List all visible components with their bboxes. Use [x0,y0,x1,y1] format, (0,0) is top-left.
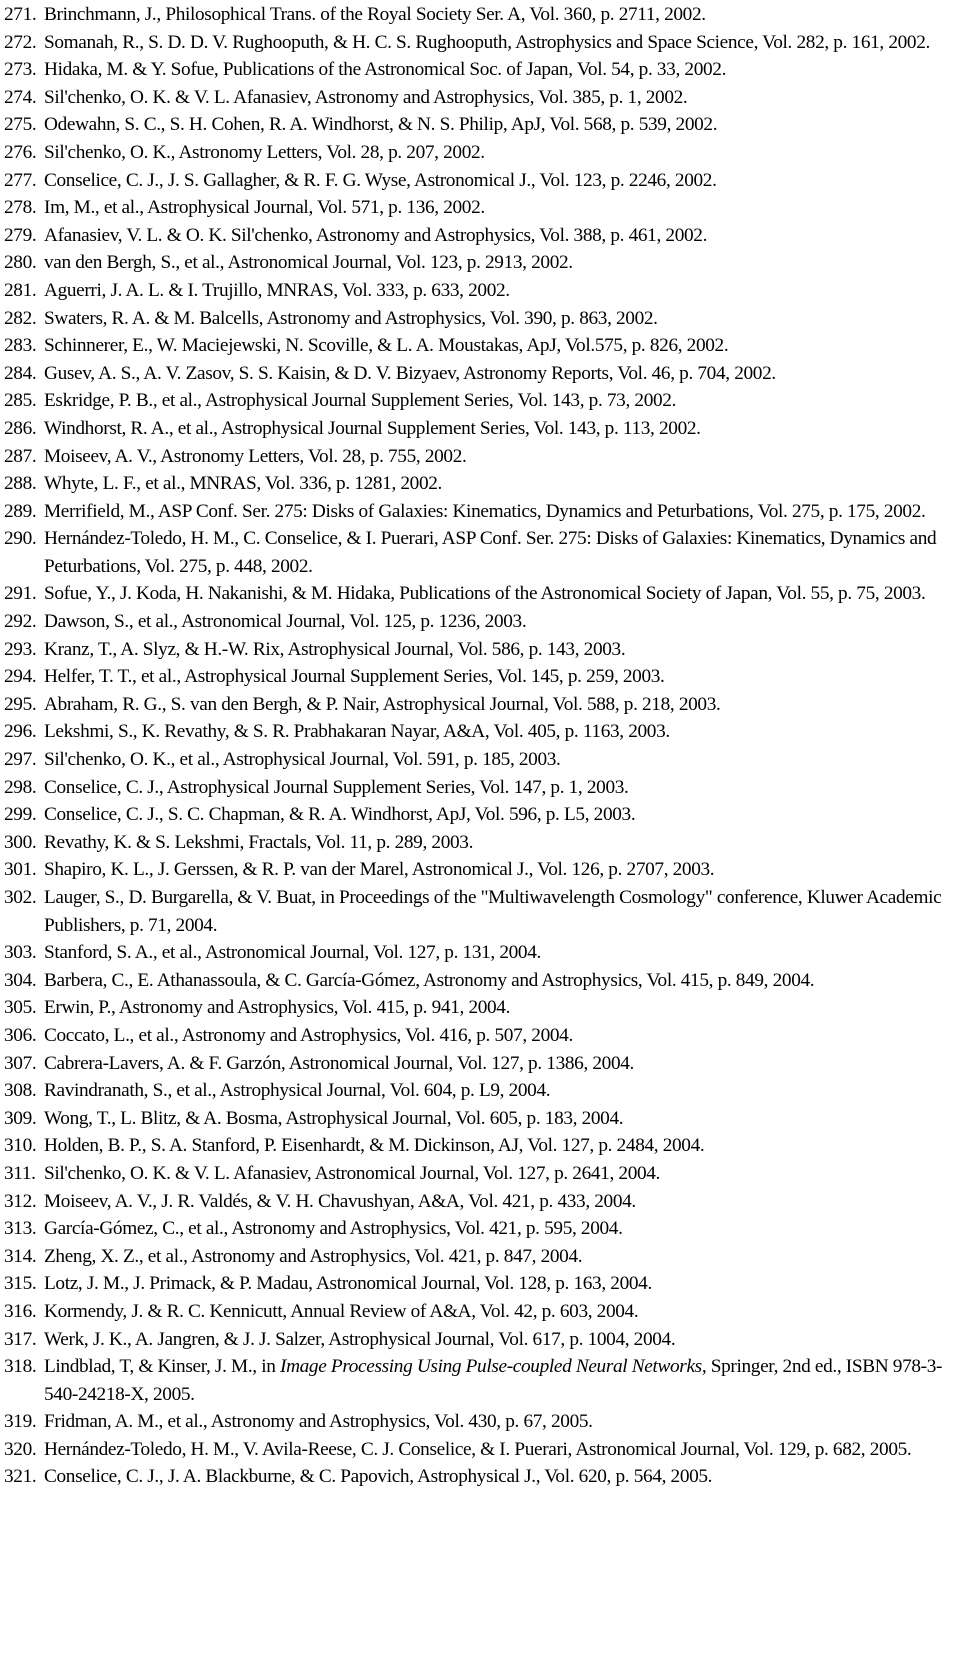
reference-item [4,498,950,526]
reference-text: Shapiro, K. L., J. Gerssen, & R. P. van der Marel, Astronomical J., Vol. 126, p. 2707, 2003. [44,859,715,881]
reference-text: Cabrera-Lavers, A. & F. Garzón, Astronomical Journal, Vol. 127, p. 1386, 2004. [44,1052,635,1074]
reference-item [4,443,950,471]
reference-item [4,994,950,1022]
reference-number: 297. [4,749,37,771]
reference-number: 314. [4,1245,37,1267]
reference-text: Schinnerer, E., W. Maciejewski, N. Scoville, & L. A. Moustakas, ApJ, Vol.575, p. 826, 2002. [44,335,729,357]
reference-item [4,387,950,415]
reference-text: Conselice, C. J., S. C. Chapman, & R. A. Windhorst, ApJ, Vol. 596, p. L5, 2003. [44,804,636,826]
reference-number: 275. [4,114,37,136]
reference-text-before-title: Lindblad, T, & Kinser, J. M., in [44,1356,280,1378]
reference-number: 293. [4,638,37,660]
reference-item [4,636,950,664]
reference-text: Sil'chenko, O. K. & V. L. Afanasiev, Astronomy and Astrophysics, Vol. 385, p. 1, 2002. [44,86,688,108]
reference-number: 281. [4,279,37,301]
reference-item [4,608,950,636]
reference-text: Afanasiev, V. L. & O. K. Sil'chenko, Astronomy and Astrophysics, Vol. 388, p. 461, 2002. [44,224,708,246]
reference-text-after-title: , Springer, 2nd ed., ISBN 978-3-540-24218-X, 2005. [44,1356,943,1405]
reference-number: 290. [4,528,37,550]
reference-item [4,1436,950,1464]
reference-item [4,580,950,608]
reference-text: Barbera, C., E. Athanassoula, & C. García-Gómez, Astronomy and Astrophysics, Vol. 415, p. 849, 2004. [44,969,815,991]
reference-number: 310. [4,1135,37,1157]
reference-number: 317. [4,1328,37,1350]
reference-item [4,222,950,250]
reference-text: Brinchmann, J., Philosophical Trans. of the Royal Society Ser. A, Vol. 360, p. 2711, 2002. [44,4,706,25]
reference-item [4,829,950,857]
reference-item [4,1160,950,1188]
reference-number: 277. [4,169,37,191]
reference-number: 312. [4,1190,37,1212]
reference-number: 302. [4,887,37,908]
reference-text: Lotz, J. M., J. Primack, & P. Madau, Astronomical Journal, Vol. 128, p. 163, 2004. [44,1273,652,1295]
reference-text: Kranz, T., A. Slyz, & H.-W. Rix, Astrophysical Journal, Vol. 586, p. 143, 2003. [44,638,626,660]
reference-text: Lauger, S., D. Burgarella, & V. Buat, in Proceedings of the "Multiwavelength Cosmology" conference, Kluwer Academic Publishers, p. 71, 2004. [44,887,942,936]
reference-item [4,1105,950,1133]
reference-number: 298. [4,776,37,798]
reference-number: 283. [4,335,37,357]
reference-item [4,801,950,829]
reference-text: Moiseev, A. V., J. R. Valdés, & V. H. Chavushyan, A&A, Vol. 421, p. 433, 2004. [44,1190,636,1212]
reference-number: 321. [4,1466,37,1488]
reference-item [4,111,950,139]
reference-item [4,277,950,305]
reference-text: Eskridge, P. B., et al., Astrophysical Journal Supplement Series, Vol. 143, p. 73, 2002. [44,390,677,412]
reference-text: Stanford, S. A., et al., Astronomical Journal, Vol. 127, p. 131, 2004. [44,942,541,964]
reference-text: Holden, B. P., S. A. Stanford, P. Eisenhardt, & M. Dickinson, AJ, Vol. 127, p. 2484, 2004. [44,1135,705,1157]
reference-item [4,691,950,719]
reference-number: 294. [4,666,37,688]
reference-item [4,415,950,443]
reference-text: Somanah, R., S. D. D. V. Rughooputh, & H. C. S. Rughooputh, Astrophysics and Space Science, Vol. 282, p. 161, 2002. [44,31,930,53]
reference-text: Dawson, S., et al., Astronomical Journal, Vol. 125, p. 1236, 2003. [44,611,527,633]
reference-number: 303. [4,942,37,964]
reference-item [4,1050,950,1078]
reference-text: Hidaka, M. & Y. Sofue, Publications of the Astronomical Soc. of Japan, Vol. 54, p. 33, 2002. [44,59,727,81]
reference-text: Erwin, P., Astronomy and Astrophysics, Vol. 415, p. 941, 2004. [44,997,511,1019]
reference-text: Revathy, K. & S. Lekshmi, Fractals, Vol. 11, p. 289, 2003. [44,831,474,853]
reference-number: 316. [4,1300,37,1322]
reference-number: 285. [4,390,37,412]
reference-number: 284. [4,362,37,384]
reference-text: Kormendy, J. & R. C. Kennicutt, Annual Review of A&A, Vol. 42, p. 603, 2004. [44,1300,639,1322]
reference-text: Abraham, R. G., S. van den Bergh, & P. Nair, Astrophysical Journal, Vol. 588, p. 218, 2003. [44,693,721,715]
reference-number: 278. [4,197,37,219]
reference-number: 309. [4,1107,37,1129]
reference-item [4,167,950,195]
reference-text: van den Bergh, S., et al., Astronomical Journal, Vol. 123, p. 2913, 2002. [44,252,573,274]
reference-item [4,1298,950,1326]
reference-number: 320. [4,1438,37,1460]
reference-item [4,1077,950,1105]
reference-item [4,56,950,84]
reference-text: García-Gómez, C., et al., Astronomy and Astrophysics, Vol. 421, p. 595, 2004. [44,1218,623,1240]
reference-text: Conselice, C. J., Astrophysical Journal Supplement Series, Vol. 147, p. 1, 2003. [44,776,629,798]
reference-number: 319. [4,1411,37,1433]
reference-text: Sil'chenko, O. K. & V. L. Afanasiev, Astronomical Journal, Vol. 127, p. 2641, 2004. [44,1162,661,1184]
reference-item [4,1022,950,1050]
reference-text: Lekshmi, S., K. Revathy, & S. R. Prabhakaran Nayar, A&A, Vol. 405, p. 1163, 2003. [44,721,670,743]
reference-number: 301. [4,859,37,881]
reference-item [4,1326,950,1354]
reference-number: 282. [4,307,37,329]
reference-number: 271. [4,4,37,25]
reference-number: 276. [4,141,37,163]
reference-text: Conselice, C. J., J. A. Blackburne, & C. Papovich, Astrophysical J., Vol. 620, p. 564, 2005. [44,1466,713,1488]
reference-number: 306. [4,1024,37,1046]
reference-item [4,967,950,995]
reference-text: Odewahn, S. C., S. H. Cohen, R. A. Windhorst, & N. S. Philip, ApJ, Vol. 568, p. 539, 2002. [44,114,718,136]
reference-text: Aguerri, J. A. L. & I. Trujillo, MNRAS, Vol. 333, p. 633, 2002. [44,279,510,301]
reference-item [4,470,950,498]
reference-number: 288. [4,473,37,495]
reference-item [4,718,950,746]
reference-text: Whyte, L. F., et al., MNRAS, Vol. 336, p. 1281, 2002. [44,473,443,495]
reference-item [4,139,950,167]
reference-item [4,1132,950,1160]
reference-item [4,29,950,57]
reference-number: 289. [4,500,37,522]
reference-item [4,1188,950,1216]
reference-text: Im, M., et al., Astrophysical Journal, Vol. 571, p. 136, 2002. [44,197,485,219]
reference-number: 308. [4,1080,37,1102]
reference-number: 299. [4,804,37,826]
reference-text: Sil'chenko, O. K., et al., Astrophysical Journal, Vol. 591, p. 185, 2003. [44,749,561,771]
reference-number: 287. [4,445,37,467]
reference-item [4,305,950,333]
reference-text: Merrifield, M., ASP Conf. Ser. 275: Disks of Galaxies: Kinematics, Dynamics and Peturbations, Vol. 275, p. 175, 2002. [44,500,926,522]
reference-number: 296. [4,721,37,743]
reference-text: Helfer, T. T., et al., Astrophysical Journal Supplement Series, Vol. 145, p. 259, 2003. [44,666,665,688]
reference-number: 280. [4,252,37,274]
reference-item [4,194,950,222]
reference-text: Moiseev, A. V., Astronomy Letters, Vol. 28, p. 755, 2002. [44,445,467,467]
reference-number: 273. [4,59,37,81]
reference-item [4,249,950,277]
reference-number: 291. [4,583,37,605]
reference-item [4,1353,950,1408]
reference-item [4,332,950,360]
reference-item [4,84,950,112]
reference-text: Ravindranath, S., et al., Astrophysical Journal, Vol. 604, p. L9, 2004. [44,1080,551,1102]
reference-item [4,884,950,939]
reference-text: Sofue, Y., J. Koda, H. Nakanishi, & M. Hidaka, Publications of the Astronomical Society of Japan, Vol. 55, p. 75, 2003. [44,583,926,605]
reference-text: Hernández-Toledo, H. M., C. Conselice, & I. Puerari, ASP Conf. Ser. 275: Disks of Galaxies: Kinematics, Dynamics and Peturbations, Vol. 275, p. 448, 2002. [44,528,937,577]
reference-item [4,1270,950,1298]
reference-text: Werk, J. K., A. Jangren, & J. J. Salzer, Astrophysical Journal, Vol. 617, p. 1004, 2004. [44,1328,676,1350]
reference-number: 318. [4,1356,37,1378]
reference-number: 292. [4,611,37,633]
reference-item [4,1463,950,1491]
reference-text: Sil'chenko, O. K., Astronomy Letters, Vol. 28, p. 207, 2002. [44,141,485,163]
reference-item [4,1243,950,1271]
reference-text: Swaters, R. A. & M. Balcells, Astronomy and Astrophysics, Vol. 390, p. 863, 2002. [44,307,658,329]
reference-text: Conselice, C. J., J. S. Gallagher, & R. F. G. Wyse, Astronomical J., Vol. 123, p. 2246, 2002. [44,169,717,191]
reference-number: 315. [4,1273,37,1295]
reference-item [4,746,950,774]
reference-item [4,525,950,580]
reference-text: Hernández-Toledo, H. M., V. Avila-Reese, C. J. Conselice, & I. Puerari, Astronomical Journal, Vol. 129, p. 682, 2005. [44,1438,912,1460]
reference-text: Coccato, L., et al., Astronomy and Astrophysics, Vol. 416, p. 507, 2004. [44,1024,573,1046]
reference-item [4,939,950,967]
reference-item [4,1215,950,1243]
reference-text: Windhorst, R. A., et al., Astrophysical Journal Supplement Series, Vol. 143, p. 113, 2002. [44,417,701,439]
reference-text [44,1353,950,1408]
reference-item [4,774,950,802]
reference-number: 295. [4,693,37,715]
reference-list [4,1,950,1491]
reference-text: Gusev, A. S., A. V. Zasov, S. S. Kaisin, & D. V. Bizyaev, Astronomy Reports, Vol. 46, p. 704, 2002. [44,362,776,384]
reference-item [4,360,950,388]
reference-text: Fridman, A. M., et al., Astronomy and Astrophysics, Vol. 430, p. 67, 2005. [44,1411,593,1433]
reference-number: 305. [4,997,37,1019]
reference-item [4,856,950,884]
reference-item [4,663,950,691]
reference-number: 313. [4,1218,37,1240]
reference-text: Zheng, X. Z., et al., Astronomy and Astrophysics, Vol. 421, p. 847, 2004. [44,1245,583,1267]
reference-number: 311. [4,1162,36,1184]
reference-item [4,1408,950,1436]
reference-number: 307. [4,1052,37,1074]
reference-item [4,1,950,29]
reference-number: 272. [4,31,37,53]
reference-number: 300. [4,831,37,853]
reference-number: 286. [4,417,37,439]
reference-text: Wong, T., L. Blitz, & A. Bosma, Astrophysical Journal, Vol. 605, p. 183, 2004. [44,1107,624,1129]
reference-number: 274. [4,86,37,108]
reference-number: 279. [4,224,37,246]
reference-number: 304. [4,969,37,991]
reference-book-title: Image Processing Using Pulse-coupled Neural Networks [280,1356,702,1378]
